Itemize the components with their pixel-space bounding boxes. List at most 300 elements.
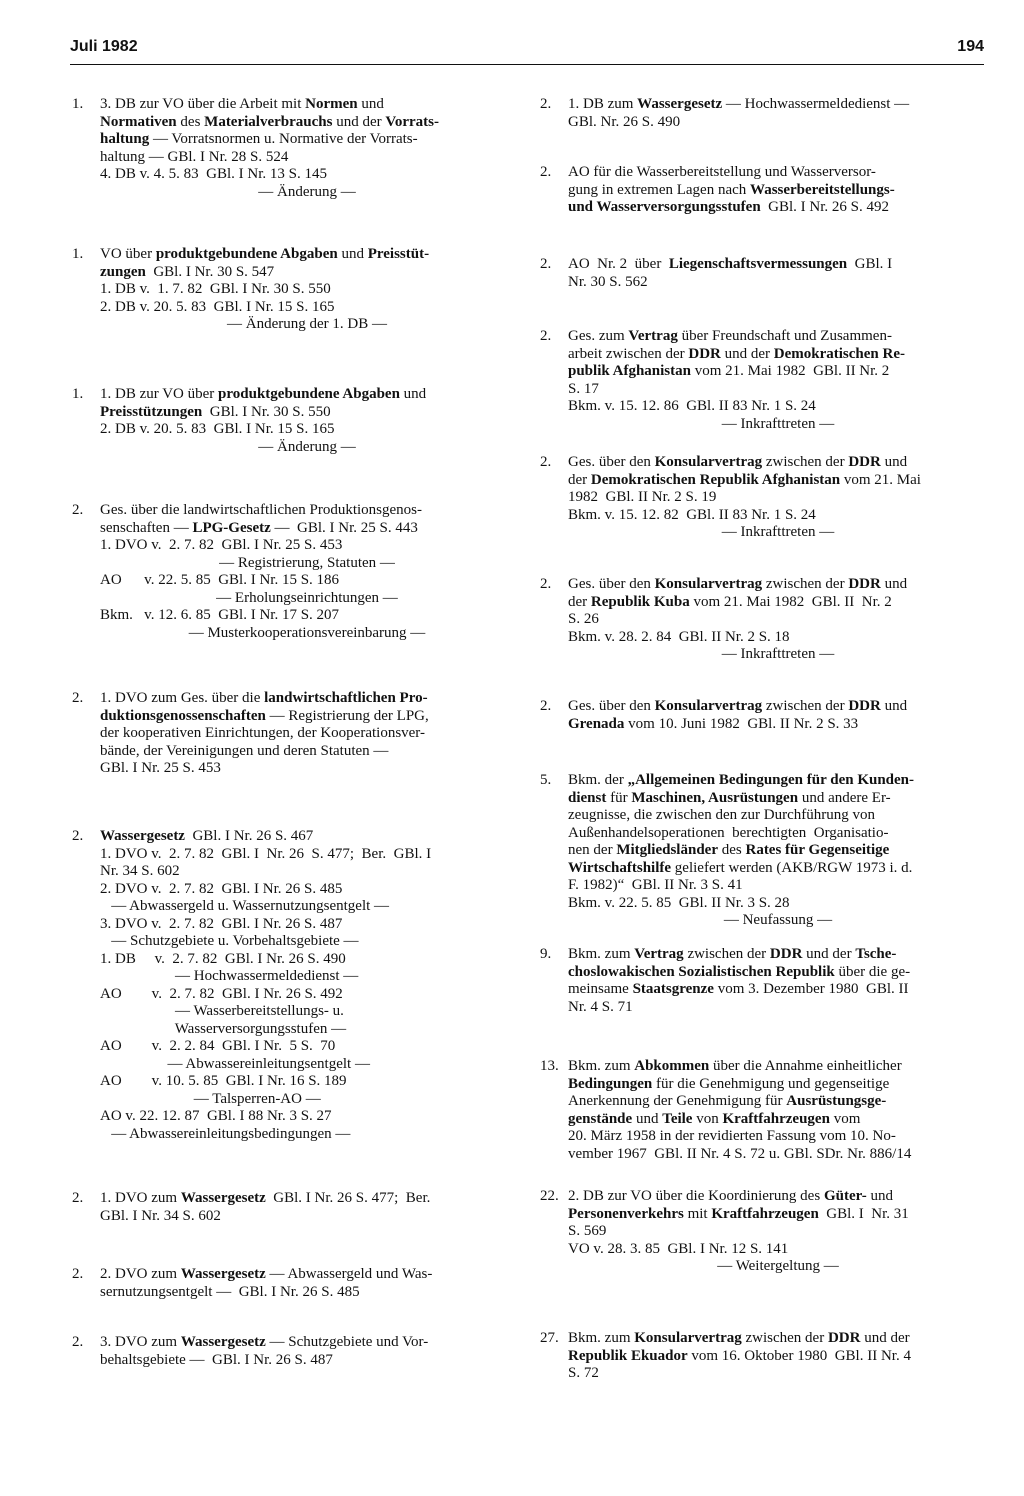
text-run: Ges. über den [568,698,655,714]
entry-line [100,1091,514,1109]
text-run: über die ge- [834,963,911,980]
entry-line [568,594,988,612]
text-run: Nr. 34 S. 602 [100,863,180,879]
bold-keyword: Vorrats- [385,113,439,130]
entry-line [100,1284,514,1302]
entry-line [568,1128,988,1146]
text-run: 2. DVO zum [100,1266,181,1282]
text-run: Ges. über die landwirtschaftlichen Produktionsgenos- [100,502,423,518]
text-run: Ges. über den [568,454,655,470]
entry-line [568,489,988,507]
entry-day-number: 2. [540,164,552,180]
text-run: und [880,454,908,470]
amendment-note: — Änderung — [258,438,356,455]
entry-body [100,1190,514,1225]
text-run: von [692,1110,723,1127]
entry-line [100,1190,514,1208]
bold-keyword: Preisstützungen [100,403,203,420]
bold-keyword: dienst [568,789,607,806]
entry-line [100,1073,514,1091]
bold-keyword: Wassergesetz [180,1190,266,1206]
text-run: bände, der Vereinigungen und deren Statuten — [100,742,389,759]
bold-keyword: Mitgliedsländer [616,842,718,858]
text-run: Außenhandelsoperationen berechtigten Organisatio- [568,824,889,841]
amendment-note: — Registrierung, Statuten — [219,554,395,571]
text-run: arbeit zwischen der [568,345,689,362]
entry-line [100,968,514,986]
entry-line [568,274,988,292]
entry-line [100,607,514,625]
text-run: 2. DVO v. 2. 7. 82 GBl. I Nr. 26 S. 485 [100,880,343,897]
entry-line [100,986,514,1004]
entry-line [568,1348,988,1366]
entry-line [100,1108,514,1126]
text-run: — Schutzgebiete und Vor- [265,1334,429,1350]
entry-day-number: 1. [72,386,84,402]
text-run: — Talsperren-AO — [100,1090,321,1107]
register-entry [540,96,988,131]
text-run: S. 26 [568,611,599,627]
entry-body [568,946,988,1016]
entry-line [568,472,988,490]
entry-day-number: 2. [540,698,552,714]
entry-day-number: 2. [72,502,84,518]
bold-keyword: Vertrag [634,946,684,962]
text-run: und der [720,345,774,362]
entry-day-number: 1. [72,246,84,262]
text-run: und andere Er- [798,789,891,806]
text-run: AO für die Wasserbereitstellung und Wasserversor- [568,164,876,180]
bold-keyword: DDR [848,698,881,714]
amendment-note: — Inkrafttreten — [721,524,835,540]
register-entry [72,1334,514,1369]
bold-keyword: „Allgemeinen Bedingungen für den Kunden- [627,772,915,788]
register-entry [540,772,988,930]
bold-keyword: zungen [100,263,146,280]
entry-line [100,846,514,864]
text-run: GBl. I Nr. 26 S. 492 [760,199,890,215]
text-run: Nr. 30 S. 562 [568,273,648,290]
text-run: 2. DB v. 20. 5. 83 GBl. I Nr. 15 S. 165 [100,298,335,315]
text-run: 1. DVO v. 2. 7. 82 GBl. I Nr. 25 S. 453 [100,537,343,553]
register-entry [540,1058,988,1163]
text-run: GBl. I [847,256,893,272]
entry-line [568,96,988,114]
text-run: AO v. 22. 12. 87 GBl. I 88 Nr. 3 S. 27 [100,1108,332,1124]
bold-keyword: Republik Ekuador [568,1347,688,1364]
entry-day-number: 2. [72,1334,84,1350]
bold-keyword: Grenada [568,715,625,732]
entry-body [568,1058,988,1163]
register-entry [72,386,514,456]
entry-line [568,698,988,716]
text-run: Bkm. zum [568,1058,635,1074]
entry-line [100,264,514,282]
entry-day-number: 2. [540,454,552,470]
text-run: und [866,1188,893,1204]
entry-line [100,1266,514,1284]
entry-line [100,166,514,184]
register-entry [540,1188,988,1276]
entry-line [100,537,514,555]
bold-keyword: Maschinen, Ausrüstungen [631,789,799,806]
bold-keyword: Liegenschaftsvermessungen [668,256,848,272]
entry-line [100,863,514,881]
register-entry [72,502,514,642]
bold-keyword: Wasserbereitstellungs- [750,181,895,198]
text-run: Nr. 4 S. 71 [568,998,633,1015]
bold-keyword: haltung [100,131,150,147]
text-run: der kooperativen Einrichtungen, der Kooperationsver- [100,725,425,741]
entry-line [100,404,514,422]
text-run: Bkm. v. 22. 5. 85 GBl. II Nr. 3 S. 28 [568,894,790,911]
bold-keyword: Kraftfahrzeugen [711,1205,819,1222]
entry-line [100,743,514,761]
text-run: geliefert werden (AKB/RGW 1973 i. d. [671,859,913,876]
register-entry [72,1190,514,1225]
text-run: — Abwassergeld u. Wassernutzungsentgelt — [100,898,390,914]
entry-body [568,96,988,131]
entry-line [568,1223,988,1241]
entry-line [568,363,988,381]
bold-keyword: Konsularvertrag [654,698,763,714]
text-run: S. 17 [568,380,599,397]
entry-day-number: 2. [540,328,552,344]
entry-day-number: 1. [72,96,84,112]
entry-line [568,398,988,416]
entry-line [568,1093,988,1111]
entry-day-number: 2. [72,1190,84,1206]
text-run: zwischen der [762,576,849,592]
bold-keyword: Abkommen [634,1058,710,1074]
entry-body [568,1188,988,1276]
text-run: zwischen der [741,1330,828,1346]
text-run: Ges. über den [568,576,655,592]
text-run: Bkm. zum [568,1330,635,1346]
register-entry [540,328,988,433]
text-run: AO Nr. 2 über [568,256,669,272]
text-run: zwischen der [762,698,849,714]
entry-line [568,825,988,843]
amendment-note: — Musterkooperationsvereinbarung — [188,624,426,641]
bold-keyword: produktgebundene Abgaben [155,246,338,262]
entry-body [568,1330,988,1383]
bold-keyword: Teile [662,1110,693,1127]
text-run: — GBl. I Nr. 25 S. 443 [270,519,418,536]
text-run: zeugnisse, die zwischen den zur Durchführung von [568,807,875,823]
entry-line [100,572,514,590]
bold-keyword: DDR [827,1330,861,1346]
text-run: AO v. 2. 7. 82 GBl. I Nr. 26 S. 492 [100,985,343,1002]
text-run: Bkm. v. 15. 12. 82 GBl. II 83 Nr. 1 S. 24 [568,506,816,523]
entry-line [568,981,988,999]
bold-keyword: Personenverkehrs [568,1205,684,1222]
entry-day-number: 2. [540,576,552,592]
text-run: und [880,698,908,714]
text-run: 3. DVO v. 2. 7. 82 GBl. I Nr. 26 S. 487 [100,915,343,932]
entry-line [100,299,514,317]
bold-keyword: landwirtschaftlichen Pro- [264,690,428,706]
entry-line [100,828,514,846]
bold-keyword: Tsche- [855,946,897,962]
text-run: 1. DVO zum Ges. über die [100,690,265,706]
text-run: 20. März 1958 in der revidierten Fassung vom 10. No- [568,1128,896,1144]
text-run: S. 569 [568,1223,607,1239]
text-run: und der [332,113,386,130]
text-run: nen der [568,842,617,858]
text-run: vom 21. Mai 1982 GBl. II Nr. 2 [689,593,892,610]
text-run: 1. DVO zum [100,1190,181,1206]
entry-day-number: 2. [72,690,84,706]
text-run: — Hochwassermeldedienst — [722,96,910,112]
text-run: 1. DVO v. 2. 7. 82 GBl. I Nr. 26 S. 477; Ber. GBl. I [100,845,432,862]
amendment-note: — Inkrafttreten — [721,415,835,432]
text-run: AO v. 22. 5. 85 GBl. I Nr. 15 S. 186 [100,572,340,588]
text-run: Bkm. zum [568,946,635,962]
entry-line [100,520,514,538]
text-run: 2. DB v. 20. 5. 83 GBl. I Nr. 15 S. 165 [100,421,335,437]
bold-keyword: Wassergesetz [180,1266,266,1282]
text-run: 1. DB v. 1. 7. 82 GBl. I Nr. 30 S. 550 [100,281,331,297]
register-entry [540,946,988,1016]
text-run: — Registrierung der LPG, [265,707,429,724]
text-run: 1. DB v. 2. 7. 82 GBl. I Nr. 26 S. 490 [100,950,346,967]
register-entry [540,256,988,291]
entry-day-number: 5. [540,772,552,788]
bold-keyword: Güter- [823,1188,867,1204]
text-run: 1982 GBl. II Nr. 2 S. 19 [568,489,717,505]
entry-line [568,877,988,895]
bold-keyword: publik Afghanistan [568,363,691,379]
entry-body [568,576,988,664]
bold-keyword: Wirtschaftshilfe [568,859,672,876]
bold-keyword: Konsularvertrag [634,1330,742,1346]
text-run: GBl. I Nr. 30 S. 550 [202,403,331,420]
entry-line [100,1003,514,1021]
entry-line [100,933,514,951]
entry-line [568,716,988,734]
text-run: GBl. Nr. 26 S. 490 [568,113,681,130]
entry-line [568,381,988,399]
entry-line [100,1021,514,1039]
register-entry [540,454,988,542]
entry-line [100,916,514,934]
entry-line [568,199,988,217]
text-run: VO über [100,246,156,262]
text-run: zwischen der [683,946,770,962]
text-run: GBl. I Nr. 26 S. 467 [184,828,314,844]
text-run: GBl. I Nr. 26 S. 477; Ber. [265,1190,431,1206]
bold-keyword: duktionsgenossenschaften [100,707,266,724]
register-entry [72,96,514,201]
entry-line [100,1352,514,1370]
amendment-note: — Weitergeltung — [717,1258,839,1274]
register-entry [540,576,988,664]
entry-line [568,842,988,860]
register-entry [540,698,988,733]
text-run: — Schutzgebiete u. Vorbehaltsgebiete — [100,933,359,949]
bold-keyword: Normativen [100,113,177,130]
entry-body [568,772,988,930]
text-run: Bkm. v. 15. 12. 86 GBl. II 83 Nr. 1 S. 24 [568,398,816,414]
bold-keyword: Wassergesetz [100,828,185,844]
bold-keyword: Konsularvertrag [654,454,763,470]
text-run: Bkm. v. 12. 6. 85 GBl. I Nr. 17 S. 207 [100,607,340,623]
text-run: Bkm. v. 28. 2. 84 GBl. II Nr. 2 S. 18 [568,628,790,645]
text-run: und [399,386,427,402]
text-run: 1. DB zum [568,96,638,112]
text-run: — Hochwassermeldedienst — [100,968,359,984]
entry-line [568,999,988,1017]
entry-body [100,96,514,201]
entry-line [568,1241,988,1259]
text-run: vom 16. Oktober 1980 GBl. II Nr. 4 [687,1347,911,1364]
entry-line [100,1056,514,1074]
entry-line [568,1206,988,1224]
entry-day-number: 22. [540,1188,559,1204]
entry-line [100,114,514,132]
text-run: vom [829,1110,861,1127]
bold-keyword: Demokratischen Republik Afghanistan [590,471,841,488]
text-run: und der [860,1330,910,1346]
entry-body [568,328,988,433]
text-run: behaltsgebiete — GBl. I Nr. 26 S. 487 [100,1351,333,1368]
register-entry [72,1266,514,1301]
entry-line [568,1365,988,1383]
entry-day-number: 27. [540,1330,559,1346]
amendment-note: — Erholungseinrichtungen — [216,589,398,606]
entry-line [568,328,988,346]
bold-keyword: LPG-Gesetz [192,519,271,536]
text-run: — Wasserbereitstellungs- u. [100,1003,344,1019]
entry-body [568,454,988,542]
entry-line [568,576,988,594]
text-run: 1. DB zur VO über [100,386,219,402]
entry-line [568,1330,988,1348]
text-run: AO v. 10. 5. 85 GBl. I Nr. 16 S. 189 [100,1073,347,1089]
text-run: GBl. I Nr. 30 S. 547 [145,263,275,280]
text-run: des [717,842,746,858]
entry-line [100,502,514,520]
register-entry [540,164,988,217]
page-header [70,34,984,65]
text-run: 3. DVO zum [100,1334,181,1350]
bold-keyword: Rates für Gegenseitige [745,842,890,858]
entry-line [568,895,988,913]
entry-body [100,690,514,778]
page-number: 194 [957,38,984,55]
text-run: AO v. 2. 2. 84 GBl. I Nr. 5 S. 70 [100,1038,336,1054]
bold-keyword: Staatsgrenze [632,981,714,997]
text-run: — Vorratsnormen u. Normative der Vorrats- [149,131,418,147]
entry-line [100,951,514,969]
entry-line [568,964,988,982]
entry-line [100,898,514,916]
text-run: senschaften — [100,519,193,536]
entry-line [100,281,514,299]
entry-body [568,256,988,291]
entry-line [568,946,988,964]
text-run: GBl. I Nr. 31 [818,1205,909,1222]
entry-day-number: 13. [540,1058,559,1074]
text-run: GBl. I Nr. 25 S. 453 [100,760,221,776]
bold-keyword: DDR [848,454,881,470]
amendment-note: — Neufassung — [723,912,833,928]
bold-keyword: Demokratischen Re- [773,345,905,362]
entry-day-number: 2. [540,96,552,112]
amendment-note: — Änderung — [258,183,356,200]
text-run: für [606,789,632,806]
entry-body [100,1334,514,1369]
entry-body [100,386,514,456]
text-run: des [176,113,205,130]
bold-keyword: genstände [568,1110,633,1127]
bold-keyword: Kraftfahrzeugen [722,1110,830,1127]
entry-line [568,1111,988,1129]
entry-line [100,881,514,899]
entry-line [568,346,988,364]
bold-keyword: Materialverbrauchs [204,113,333,130]
text-run: zwischen der [762,454,849,470]
entry-line [568,114,988,132]
entry-line [100,708,514,726]
entry-line [568,1188,988,1206]
entry-line [568,629,988,647]
bold-keyword: Preisstüt- [367,246,430,262]
entry-day-number: 2. [540,256,552,272]
bold-keyword: und Wasserversorgungsstufen [568,199,761,215]
text-run: GBl. I Nr. 34 S. 602 [100,1207,221,1224]
entry-body [100,828,514,1143]
entry-line [568,1146,988,1164]
text-run: und [880,576,908,592]
text-run: und der [802,946,856,962]
text-run: für die Genehmigung und gegenseitige [652,1075,890,1092]
entry-line [100,1126,514,1144]
bold-keyword: Normen [305,96,358,112]
text-run: — Abwassergeld und Was- [265,1266,433,1282]
entry-line [100,760,514,778]
text-run: vom 21. Mai 1982 GBl. II Nr. 2 [690,363,890,379]
entry-line [568,182,988,200]
text-run: vom 21. Mai [840,471,921,488]
entry-line [100,246,514,264]
bold-keyword: DDR [848,576,881,592]
entry-line [568,1076,988,1094]
text-run: über die Annahme einheitlicher [709,1058,902,1074]
text-run: Ges. zum [568,328,629,344]
text-run: VO v. 28. 3. 85 GBl. I Nr. 12 S. 141 [568,1240,789,1257]
entry-body [568,164,988,217]
register-entry [540,1330,988,1383]
header-date: Juli 1982 [70,38,138,55]
bold-keyword: DDR [769,946,803,962]
bold-keyword: Vertrag [628,328,678,344]
entry-line [568,772,988,790]
entry-line [100,386,514,404]
entry-line [100,690,514,708]
text-run: 4. DB v. 4. 5. 83 GBl. I Nr. 13 S. 145 [100,166,327,182]
text-run: Anerkennung der Genehmigung für [568,1093,787,1109]
text-run: der [568,593,591,610]
text-run: und [632,1110,663,1127]
entry-line [100,725,514,743]
entry-line [568,1058,988,1076]
text-run: und [357,96,384,112]
text-run: F. 1982)“ GBl. II Nr. 3 S. 41 [568,877,743,893]
text-run: der [568,471,591,488]
text-run: Bkm. der [568,772,628,788]
